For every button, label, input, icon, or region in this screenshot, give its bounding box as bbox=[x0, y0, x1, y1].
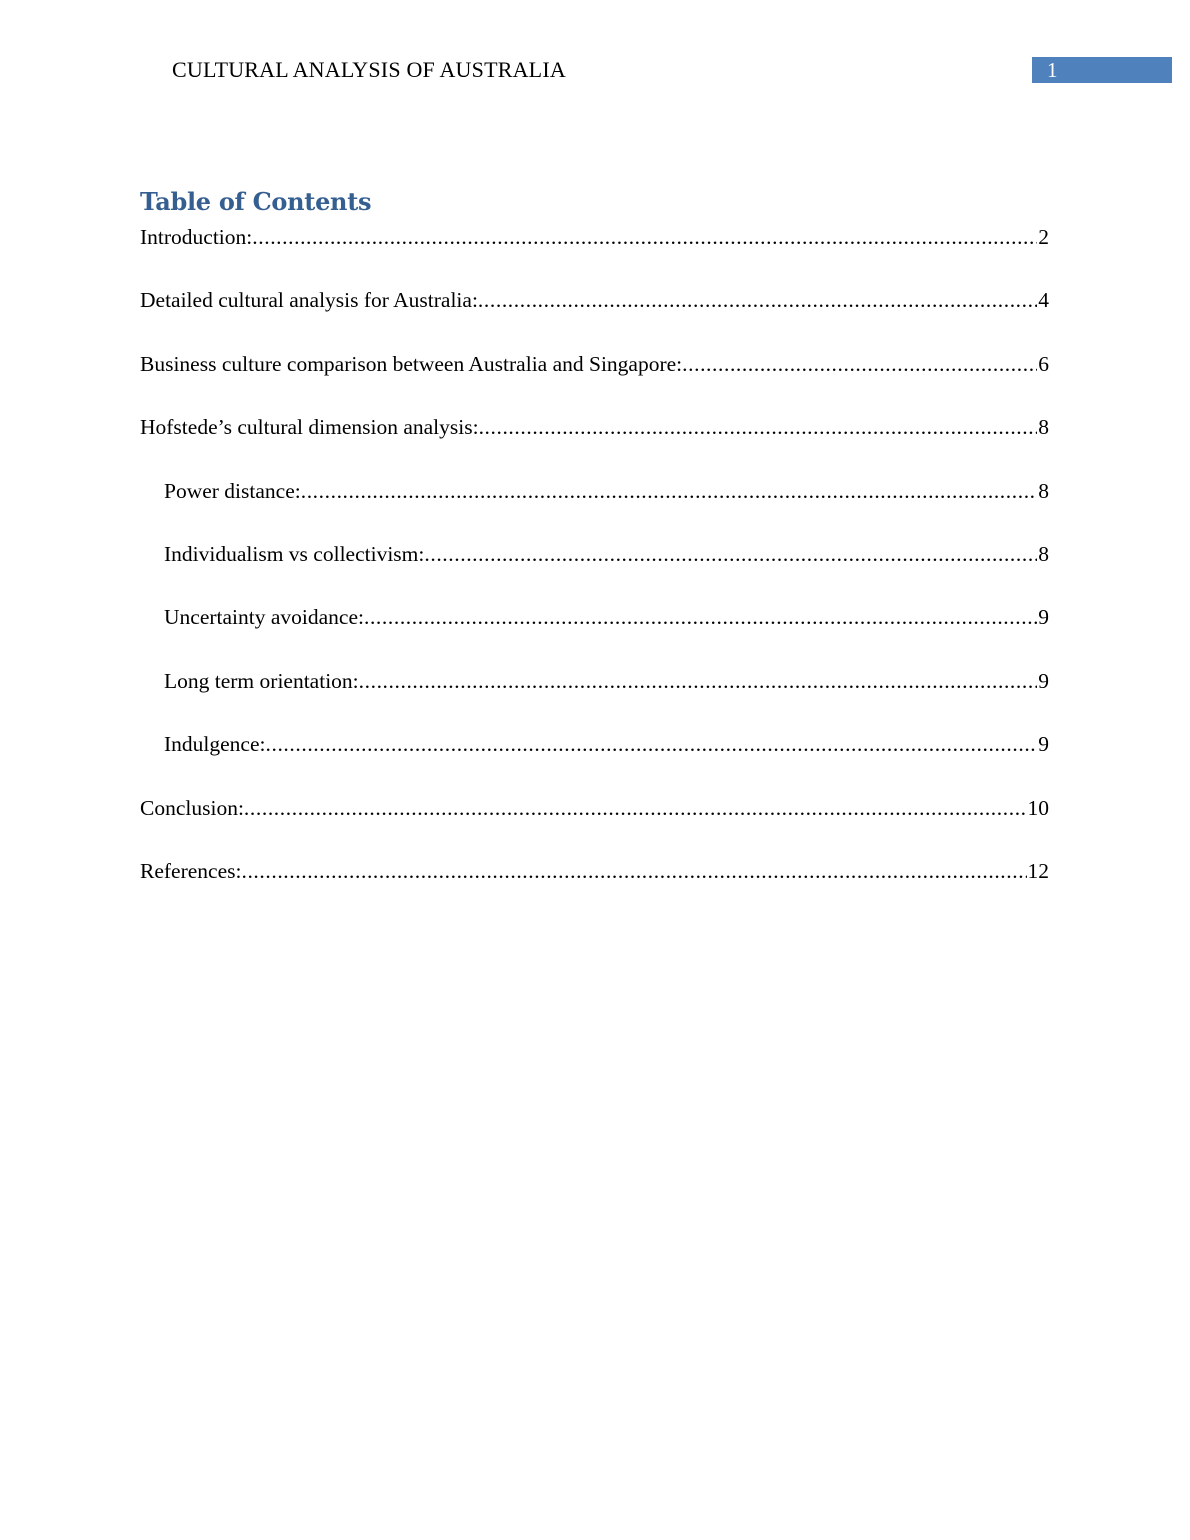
toc-entry-page: 10 bbox=[1027, 795, 1049, 820]
toc-entry-label: Business culture comparison between Australia and Singapore: bbox=[140, 351, 683, 376]
toc-entry-page: 12 bbox=[1027, 858, 1049, 883]
toc-entry-detailed-analysis[interactable] bbox=[140, 285, 1049, 348]
toc-entry-business-culture[interactable] bbox=[140, 349, 1049, 412]
toc-entry-label: Power distance: bbox=[164, 478, 301, 503]
toc-entry-label: References: bbox=[140, 858, 242, 883]
toc-dot-leader bbox=[479, 412, 1038, 442]
toc-entry-label: Introduction: bbox=[140, 225, 253, 249]
toc-entry-uncertainty-avoidance[interactable] bbox=[140, 602, 1049, 665]
toc-entry-label: Indulgence: bbox=[164, 732, 266, 757]
toc-entry-label: Uncertainty avoidance: bbox=[164, 605, 364, 630]
toc-entry-power-distance[interactable] bbox=[140, 476, 1049, 539]
toc-dot-leader bbox=[252, 222, 1037, 252]
toc-entry-introduction[interactable] bbox=[140, 222, 1049, 285]
toc-entry-page: 8 bbox=[1038, 541, 1049, 566]
toc-entry-label: Individualism vs collectivism: bbox=[164, 541, 425, 566]
toc-entry-page: 8 bbox=[1038, 478, 1049, 503]
toc-entry-label: Long term orientation: bbox=[164, 668, 359, 693]
toc-entry-page: 2 bbox=[1038, 225, 1049, 249]
toc-dot-leader bbox=[682, 349, 1037, 379]
toc-dot-leader bbox=[301, 476, 1038, 506]
toc-dot-leader bbox=[266, 729, 1038, 759]
toc-entry-conclusion[interactable] bbox=[140, 793, 1049, 856]
toc-entry-label: Conclusion: bbox=[140, 795, 244, 820]
toc-dot-leader bbox=[241, 856, 1026, 886]
toc-entry-individualism[interactable] bbox=[140, 539, 1049, 602]
toc-entry-page: 9 bbox=[1038, 732, 1049, 757]
toc-dot-leader bbox=[359, 666, 1038, 696]
page-number-badge: 1 bbox=[1032, 57, 1172, 83]
toc-entry-indulgence[interactable] bbox=[140, 729, 1049, 792]
toc-dot-leader bbox=[244, 793, 1027, 823]
toc-entry-label: Hofstede’s cultural dimension analysis: bbox=[140, 415, 479, 440]
toc-entry-page: 9 bbox=[1038, 668, 1049, 693]
toc-dot-leader bbox=[478, 285, 1037, 315]
toc-entry-page: 6 bbox=[1038, 351, 1049, 376]
toc-entry-page: 4 bbox=[1038, 288, 1049, 313]
toc-entry-references[interactable] bbox=[140, 856, 1049, 919]
table-of-contents bbox=[140, 222, 1049, 919]
toc-dot-leader bbox=[364, 602, 1037, 632]
running-header-title: CULTURAL ANALYSIS OF AUSTRALIA bbox=[172, 57, 566, 82]
toc-heading: Table of Contents bbox=[140, 187, 372, 216]
toc-dot-leader bbox=[424, 539, 1037, 569]
toc-entry-hofstede[interactable] bbox=[140, 412, 1049, 475]
toc-entry-long-term-orientation[interactable] bbox=[140, 666, 1049, 729]
toc-entry-page: 8 bbox=[1038, 415, 1049, 440]
toc-entry-page: 9 bbox=[1038, 605, 1049, 630]
toc-entry-label: Detailed cultural analysis for Australia: bbox=[140, 288, 478, 313]
